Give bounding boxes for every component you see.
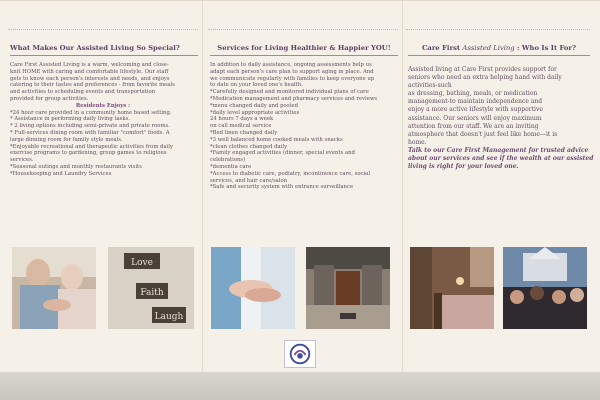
photo-house-entrance <box>306 247 390 329</box>
list-item: *24 hour care provided in a community home based setting. <box>10 109 172 116</box>
text-line: to date on your loved one's health. <box>210 82 303 89</box>
list-item: *Enjoyable recreational and therapeutic activities from daily <box>10 143 173 150</box>
text-line: In addition to daily assistance, ongoing assessments help us <box>210 62 372 68</box>
list-item: *Seasonal outings and monthly restaurants visits <box>10 163 142 170</box>
list-item: *clean clothes changed daily <box>210 143 288 150</box>
list-item: *Safe and security system with entrance surveillance <box>210 184 354 191</box>
subheading: Residents Enjoys : <box>75 102 131 109</box>
text-line: we communicate regularly with families to keep everyone up <box>210 75 375 82</box>
list-item: 24 hours 7 days a week <box>210 116 274 123</box>
panel-title: What Makes Our Assisted Living So Special? <box>10 44 198 56</box>
title-prefix: Care First <box>422 44 463 52</box>
sign-faith: Faith <box>140 288 164 298</box>
callout-line: Talk to our Care First Management for trusted advice <box>408 146 589 154</box>
list-item: celebrations) <box>210 157 246 164</box>
title-suffix: : Who Is It For? <box>514 44 576 52</box>
list-item: *Medication management and pharmacy services and reviews <box>210 95 378 102</box>
list-item: large dinning room for family style meals. <box>10 136 123 143</box>
panel-body <box>10 62 196 178</box>
list-item: *3 well balanced home cooked meals with snacks <box>210 136 343 143</box>
sign-love: Love <box>131 258 153 268</box>
text-line: catering to their tastes and preferences - from favorite meals <box>10 82 175 89</box>
text-line: assistance. Our seniors will enjoy maximum <box>408 114 542 122</box>
text-line: as dressing, bathing, meals, or medication <box>408 90 538 98</box>
title-italic: Assisted Living <box>462 44 515 52</box>
list-item: *Bed linen changed daily <box>210 129 278 136</box>
list-item: * Assistance in performing daily living tasks. <box>10 116 131 123</box>
list-item: *Family engaged activities (dinner, special events and <box>210 150 355 157</box>
photo-senior-couple <box>12 247 96 329</box>
panel-title: Services for Living Healthier & Happier YOU! <box>210 44 398 56</box>
list-item: * Full-services dining room with familiar "comfort" foods. A <box>10 129 170 136</box>
list-item: *Housekeeping and Laundry Services <box>10 170 112 177</box>
list-item: on call medical service <box>210 123 272 130</box>
text-line: adapt each person's care plan to support aging in place. And <box>210 68 374 75</box>
fold-line <box>402 1 403 373</box>
text-line: management-to maintain independence and <box>408 98 543 106</box>
text-line: and activities to scheduling events and transportation <box>10 89 156 96</box>
list-item: * 2 living options including semi-private and private rooms. <box>10 123 170 130</box>
bottom-bar <box>0 372 600 400</box>
photo-bedroom <box>410 247 494 329</box>
text-line: enjoy a more active lifestyle with supportive <box>408 106 543 114</box>
logo-icon <box>285 341 315 367</box>
text-line: knit HOME with caring and comfortable lifestyle. Our staff <box>10 68 169 75</box>
list-item: services. <box>10 157 34 164</box>
photo-group-capitol <box>503 247 587 329</box>
text-line: attention from our staff. We are an inviting <box>408 122 539 130</box>
callout-line: about our services and see if the wealth at our assisted <box>408 155 594 163</box>
list-item: *dementia care <box>210 163 252 170</box>
panel-body <box>210 62 396 191</box>
list-item: *Carefully designed and monitored individual plans of care <box>210 89 369 96</box>
text-line: home. <box>408 138 427 146</box>
fold-line <box>202 1 203 373</box>
text-line: atmosphere that doesn't just feel like home—it is <box>408 130 558 138</box>
company-logo <box>284 340 316 368</box>
photo-holding-hands <box>211 247 295 329</box>
text-line: provided for group activities. <box>10 95 89 102</box>
text-line: Care First Assisted Living is a warm, welcoming and close- <box>10 62 169 68</box>
sign-laugh: Laugh <box>154 312 184 322</box>
text-line: Assisted living at Care First provides support for <box>408 66 557 73</box>
list-item: services, and hair care/salon <box>210 177 288 184</box>
list-item: *Access to diabetic care, podiatry, incontinence care, social <box>210 170 371 177</box>
list-item: exercise programs to gardening, group games to religious <box>10 150 167 157</box>
panel-title <box>408 44 590 56</box>
text-line: gets to know each person's interests and needs, and enjoys <box>10 75 170 82</box>
text-line: seniors who need an extra helping hand with daily <box>408 74 562 82</box>
photo-wall-signs <box>108 247 194 329</box>
list-item: *daily level appropriate activities <box>210 109 300 116</box>
panel-body <box>408 66 594 171</box>
callout-line: living is right for your loved one. <box>408 163 519 171</box>
list-item: *menu changed daily and posted <box>210 102 299 109</box>
text-line: activities-such <box>408 82 452 90</box>
